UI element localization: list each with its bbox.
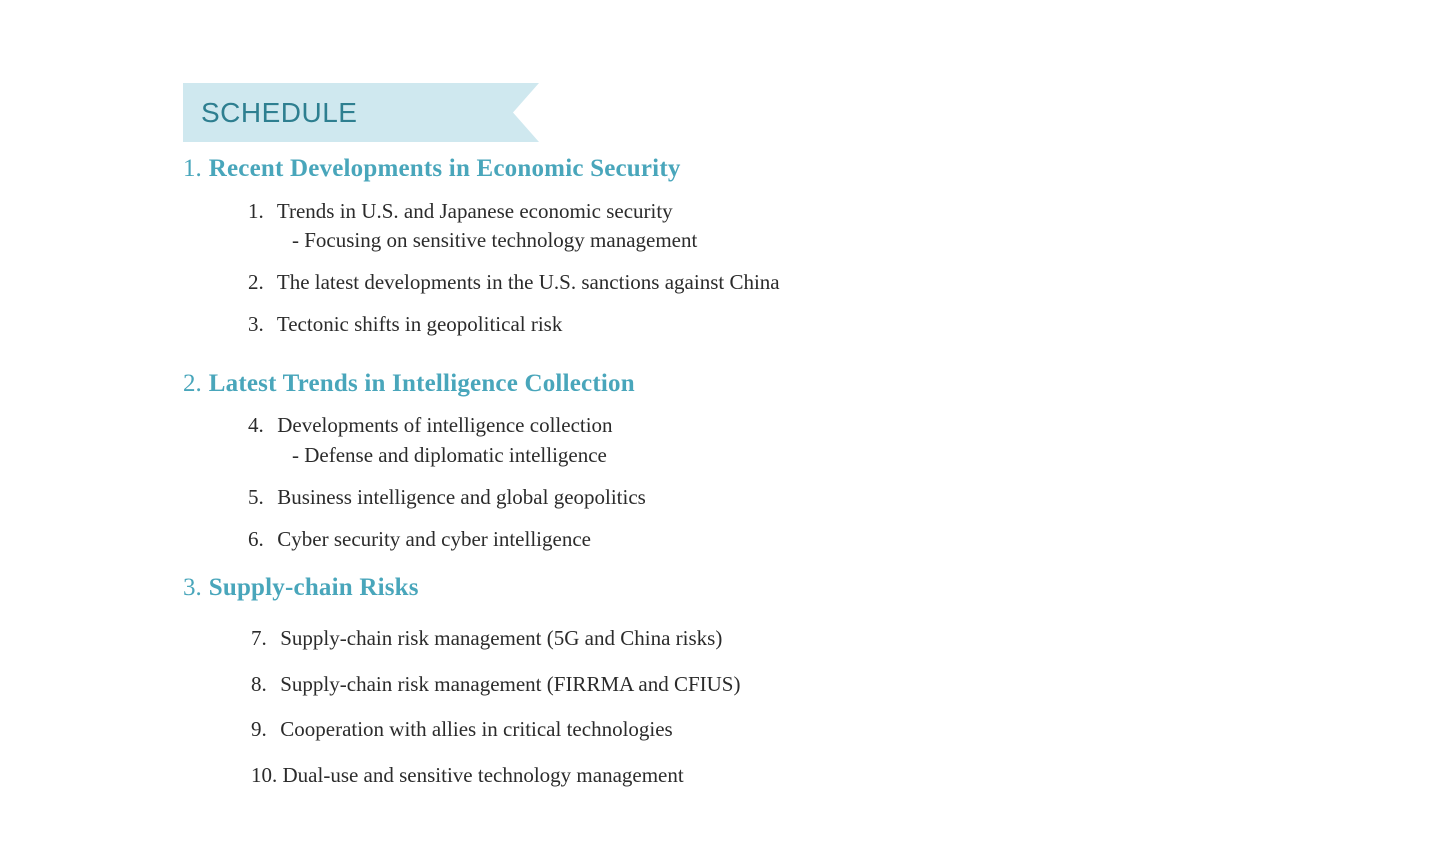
list-item — [0, 198, 1438, 255]
list-item — [0, 625, 1438, 653]
list-item — [0, 716, 1438, 744]
section-1-items — [0, 198, 1438, 339]
list-item-text: Cooperation with allies in critical technologies — [280, 717, 673, 742]
list-item-text: Supply-chain risk management (FIRRMA and CFIUS) — [280, 671, 741, 696]
schedule-banner — [183, 83, 539, 142]
list-item-number: 6. — [248, 526, 264, 551]
list-item — [0, 526, 1438, 554]
section-2 — [0, 367, 1438, 554]
section-2-title: Latest Trends in Intelligence Collection — [208, 369, 635, 397]
list-item-number: 10. — [251, 763, 278, 788]
list-item-text: Developments of intelligence collection — [277, 413, 613, 438]
list-item-subtext: - Focusing on sensitive technology management — [292, 228, 698, 253]
section-3-heading — [0, 571, 1438, 605]
list-item-text: Business intelligence and global geopolitics — [277, 484, 646, 509]
section-2-heading — [0, 367, 1438, 401]
list-item-number: 5. — [248, 484, 264, 509]
list-item-number: 7. — [251, 626, 267, 650]
section-3-title: Supply-chain Risks — [208, 574, 419, 602]
section-2-number: 2. — [183, 369, 202, 397]
list-item-text: The latest developments in the U.S. sanctions against China — [276, 270, 780, 295]
schedule-list — [0, 152, 1438, 808]
section-3-number: 3. — [183, 574, 202, 602]
list-item-text: Dual-use and sensitive technology management — [282, 763, 684, 788]
section-1-heading — [0, 152, 1438, 186]
list-item — [0, 269, 1438, 297]
section-2-items — [0, 412, 1438, 553]
list-item-text: Trends in U.S. and Japanese economic security — [276, 198, 673, 223]
list-item-text: Cyber security and cyber intelligence — [277, 526, 591, 551]
list-item-number: 3. — [248, 311, 264, 336]
list-item — [0, 762, 1438, 790]
list-item-subtext: - Defense and diplomatic intelligence — [292, 443, 607, 468]
section-3-items — [0, 625, 1438, 790]
list-item-text: Tectonic shifts in geopolitical risk — [276, 311, 563, 336]
list-item-number: 9. — [251, 717, 267, 742]
section-3 — [0, 571, 1438, 790]
list-item-number: 2. — [248, 270, 264, 295]
page-title: SCHEDULE — [201, 96, 358, 128]
section-1-number: 1. — [183, 155, 202, 182]
list-item — [0, 671, 1438, 699]
list-item — [0, 311, 1438, 339]
list-item-number: 4. — [248, 413, 264, 438]
list-item — [0, 484, 1438, 512]
list-item-text: Supply-chain risk management (5G and China risks) — [280, 626, 723, 650]
section-1 — [0, 152, 1438, 339]
list-item-number: 8. — [251, 671, 267, 696]
list-item-number: 1. — [248, 198, 264, 223]
section-1-title: Recent Developments in Economic Security — [208, 155, 681, 182]
list-item — [0, 412, 1438, 469]
